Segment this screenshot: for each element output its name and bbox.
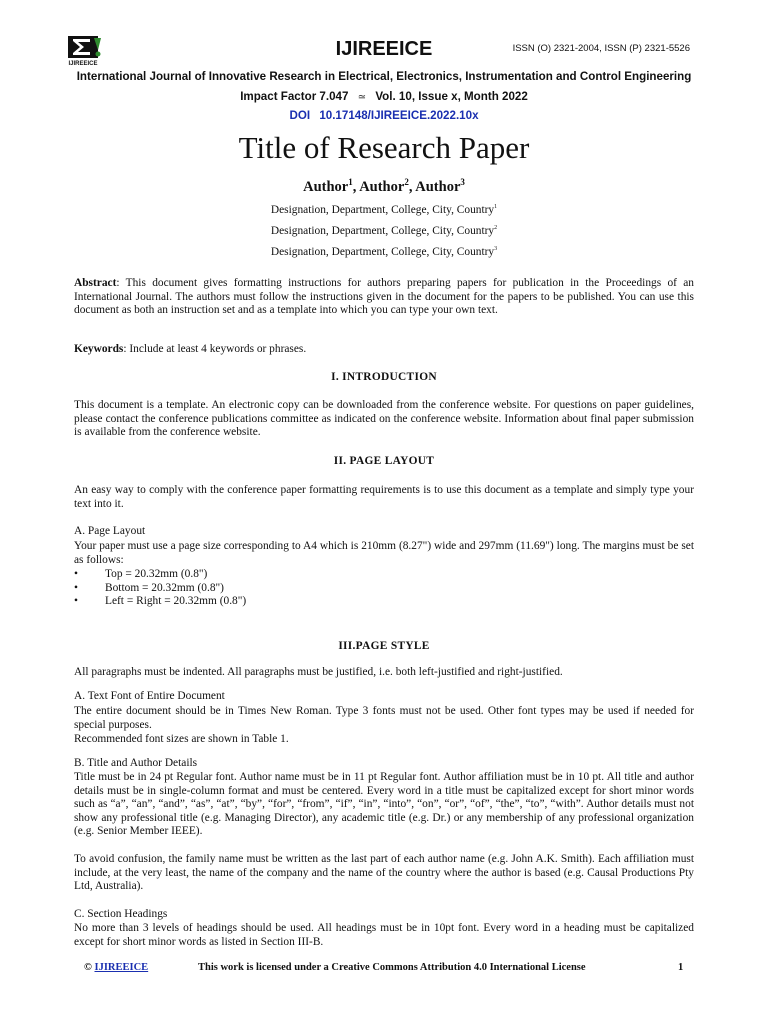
- subsection-section-headings: C. Section Headings: [74, 908, 168, 920]
- keywords: [74, 343, 694, 357]
- author-name: Author: [359, 178, 405, 195]
- list-item: • Left = Right = 20.32mm (0.8"): [74, 595, 246, 609]
- author-separator: ,: [408, 178, 416, 195]
- section-headings-text: No more than 3 levels of headings should be used. All headings must be in 10pt font. Every word in a heading must be capitalized except for short minor words as listed in Section III-B.: [74, 922, 694, 948]
- author-name: Author: [415, 178, 461, 195]
- page-size-text: Your paper must use a page size corresponding to A4 which is 210mm (8.27") wide and 297mm (11.69") long. The margins must be set as follows:: [74, 540, 694, 566]
- margins-list: [74, 568, 246, 609]
- family-name-text: To avoid confusion, the family name must be written as the last part of each author name (e.g. John A.K. Smith). Each affiliation must include, at the very least, the name of the company and the name of the country where the author is based (e.g. Causal Productions Pty Ltd, Australia).: [74, 853, 694, 892]
- page-style-text: All paragraphs must be indented. All paragraphs must be justified, i.e. both left-justified and right-justified.: [74, 666, 563, 678]
- abstract: [74, 277, 694, 318]
- page-number: 1: [678, 962, 684, 973]
- journal-full-name: International Journal of Innovative Research in Electrical, Electronics, Instrumentation and Control Engineering: [76, 70, 692, 83]
- keywords-text: : Include at least 4 keywords or phrases.: [123, 343, 307, 355]
- journal-name: IJIREEICE: [335, 38, 433, 60]
- author-separator: ,: [352, 178, 360, 195]
- list-item: • Bottom = 20.32mm (0.8"): [74, 582, 246, 596]
- logo-text: IJIREEICE: [68, 61, 98, 66]
- text-font-paragraph: The entire document should be in Times New Roman. Type 3 fonts must not be used. Other font types may be used if needed for special purposes.: [74, 705, 694, 731]
- subsection-text-font: A. Text Font of Entire Document: [74, 690, 225, 702]
- author-sup: 3: [460, 177, 465, 187]
- affiliation: Designation, Department, College, City, Country$^3$: [270, 246, 498, 258]
- affiliation: Designation, Department, College, City, Country$^2$: [270, 225, 498, 237]
- font-sizes-note: Recommended font sizes are shown in Table 1.: [74, 733, 289, 745]
- impact-line: [0, 90, 768, 103]
- separator-icon: ≃: [357, 92, 367, 103]
- list-item: • Top = 20.32mm (0.8"): [74, 568, 246, 582]
- title-author-text: Title must be in 24 pt Regular font. Author name must be in 11 pt Regular font. Author affiliation must be in 10 pt. All title and author details must be in single-column format and must be centered. Every word in a title must be capitalized except for short minor words such as “a”, “an”, “and”, “as”, “at”, “by”, “for”, “from”, “if”, “in”, “into”, “on”, “or”, “of”, “the”, “to”, “with”. Author details must not show any professional title (e.g. Managing Director), any academic title (e.g. Dr.) or any membership of any professional organization (e.g. Senior Member IEEE).: [74, 771, 694, 837]
- doi-value[interactable]: 10.17148/IJIREEICE.2022.10x: [319, 109, 479, 122]
- issn: ISSN (O) 2321-2004, ISSN (P) 2321-5526: [512, 43, 690, 54]
- impact-factor: Impact Factor 7.047: [240, 90, 349, 103]
- abstract-label: Abstract: [74, 277, 117, 289]
- abstract-text: : This document gives formatting instructions for authors preparing papers for publication in the Proceedings of an International Journal. The authors must follow the instructions given in the document for the papers to be published. You can use this document as both an instruction set and as a template into which you can type your own text.: [74, 277, 694, 316]
- section-heading-page-layout: II. PAGE LAYOUT: [333, 455, 435, 467]
- volume-issue: Vol. 10, Issue x, Month 2022: [375, 90, 528, 103]
- subsection-title-author: B. Title and Author Details: [74, 757, 198, 769]
- author-sup: 2: [404, 177, 409, 187]
- introduction-text: This document is a template. An electronic copy can be downloaded from the conference website. For questions on paper guidelines, please contact the conference publications committee as indicated on the conference website. Information about final paper submission is available from the conference website.: [74, 399, 694, 438]
- page-layout-text: An easy way to comply with the conference paper formatting requirements is to use this document as a template and simply type your text into it.: [74, 484, 694, 510]
- author-sup: 1: [348, 177, 353, 187]
- keywords-label: Keywords: [74, 343, 124, 355]
- footer-journal-link[interactable]: IJIREEICE: [94, 962, 149, 973]
- affiliation: Designation, Department, College, City, Country$^1$: [270, 204, 498, 216]
- doi-label: DOI: [289, 109, 311, 122]
- doi-line: [0, 109, 768, 122]
- footer-license: This work is licensed under a Creative Commons Attribution 4.0 International License: [198, 962, 586, 973]
- footer-copyright: [84, 962, 148, 973]
- copyright-icon: ©: [84, 962, 92, 973]
- subsection-page-layout: A. Page Layout: [74, 525, 146, 537]
- author-list: [0, 177, 768, 196]
- section-heading-introduction: I. INTRODUCTION: [331, 371, 437, 383]
- section-heading-page-style: III.PAGE STYLE: [338, 640, 430, 652]
- paper-title: Title of Research Paper: [238, 130, 530, 165]
- author-name: Author: [303, 178, 349, 195]
